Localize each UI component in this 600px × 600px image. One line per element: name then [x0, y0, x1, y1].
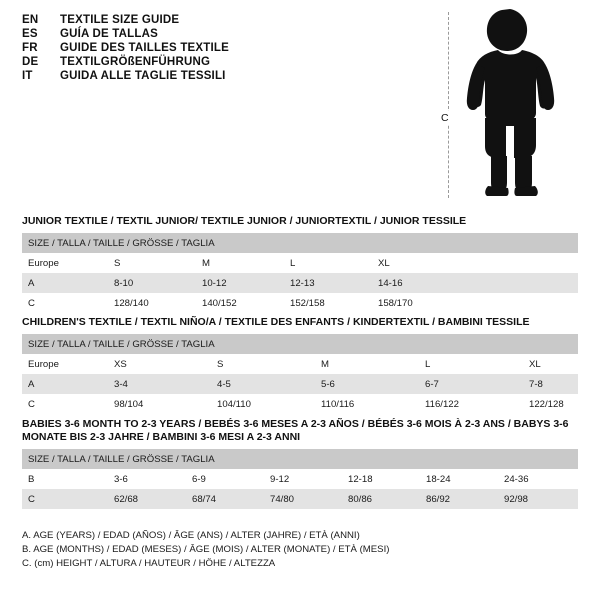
cell: XL	[372, 253, 460, 273]
height-measure-label: C	[441, 112, 449, 124]
cell: 24-36	[498, 469, 578, 489]
row-label: C	[22, 293, 108, 313]
cell: 12-13	[284, 273, 372, 293]
table-head-row	[22, 233, 578, 253]
cell: XL	[523, 354, 578, 374]
cell: M	[196, 253, 284, 273]
cell: 6-7	[419, 374, 523, 394]
table-head-row	[22, 334, 578, 354]
cell-empty	[460, 293, 578, 313]
language-code: ES	[22, 28, 38, 40]
language-code: DE	[22, 56, 39, 68]
legend-line-b: B. AGE (MONTHS) / EDAD (MESES) / ÂGE (MOIS) / ALTER (MONATE) / ETÀ (MESI)	[22, 544, 390, 555]
table-row	[22, 489, 578, 509]
row-label: C	[22, 489, 108, 509]
cell: 5-6	[315, 374, 419, 394]
legend	[22, 529, 578, 571]
section-children	[22, 316, 578, 414]
header-row	[22, 42, 442, 54]
cell: 68/74	[186, 489, 264, 509]
table-head-row	[22, 449, 578, 469]
cell: 12-18	[342, 469, 420, 489]
table-row	[22, 374, 578, 394]
cell: 3-6	[108, 469, 186, 489]
row-label: A	[22, 273, 108, 293]
language-title: TEXTILE SIZE GUIDE	[60, 14, 180, 26]
cell: S	[108, 253, 196, 273]
cell: 10-12	[196, 273, 284, 293]
cell: 116/122	[419, 394, 523, 414]
language-title: GUIDE DES TAILLES TEXTILE	[60, 42, 229, 54]
cell-empty	[460, 253, 578, 273]
cell: 98/104	[108, 394, 211, 414]
section-title: BABIES 3-6 MONTH TO 2-3 YEARS / BEBÉS 3-6 MESES A 2-3 AÑOS / BÉBÉS 3-6 MOIS À 2-3 ANS / BABYS 3-6 MONATE BIS 2-3 JAHRE / BAMBINI 3-6 MESI A 2-3 ANNI	[22, 418, 569, 443]
cell-empty	[460, 273, 578, 293]
language-code: FR	[22, 42, 38, 54]
table-row	[22, 293, 578, 313]
section-junior	[22, 215, 578, 313]
header-row	[22, 14, 442, 26]
language-code: EN	[22, 14, 39, 26]
row-label: C	[22, 394, 108, 414]
language-title: GUÍA DE TALLAS	[60, 28, 158, 40]
cell: XS	[108, 354, 211, 374]
cell: 8-10	[108, 273, 196, 293]
cell: 6-9	[186, 469, 264, 489]
table-row	[22, 253, 578, 273]
table-row	[22, 273, 578, 293]
height-measure-line	[448, 12, 449, 198]
table-head-label: SIZE / TALLA / TAILLE / GRÖSSE / TAGLIA	[22, 233, 578, 253]
section-title: JUNIOR TEXTILE / TEXTIL JUNIOR/ TEXTILE JUNIOR / JUNIORTEXTIL / JUNIOR TESSILE	[22, 215, 467, 227]
table-row	[22, 394, 578, 414]
cell: 122/128	[523, 394, 578, 414]
cell: 9-12	[264, 469, 342, 489]
babies-size-table	[22, 449, 578, 509]
table-row	[22, 469, 578, 489]
cell: 74/80	[264, 489, 342, 509]
cell: 80/86	[342, 489, 420, 509]
cell: 92/98	[498, 489, 578, 509]
cell: 7-8	[523, 374, 578, 394]
cell: 62/68	[108, 489, 186, 509]
header-row	[22, 28, 442, 40]
cell: 14-16	[372, 273, 460, 293]
cell: L	[419, 354, 523, 374]
cell: L	[284, 253, 372, 273]
table-row	[22, 354, 578, 374]
section-babies	[22, 418, 578, 509]
figure-area	[434, 6, 584, 206]
cell: 110/116	[315, 394, 419, 414]
cell: 3-4	[108, 374, 211, 394]
header-row	[22, 56, 442, 68]
cell: 128/140	[108, 293, 196, 313]
legend-line-c: C. (cm) HEIGHT / ALTURA / HAUTEUR / HÖHE / ALTEZZA	[22, 558, 276, 569]
legend-line-a: A. AGE (YEARS) / EDAD (AÑOS) / ÂGE (ANS) / ALTER (JAHRE) / ETÀ (ANNI)	[22, 530, 360, 541]
section-title: CHILDREN'S TEXTILE / TEXTIL NIÑO/A / TEXTILE DES ENFANTS / KINDERTEXTIL / BAMBINI TESSILE	[22, 316, 530, 328]
cell: 104/110	[211, 394, 315, 414]
table-head-label: SIZE / TALLA / TAILLE / GRÖSSE / TAGLIA	[22, 449, 578, 469]
cell: M	[315, 354, 419, 374]
header-row	[22, 70, 442, 82]
cell: 152/158	[284, 293, 372, 313]
cell: S	[211, 354, 315, 374]
cell: 86/92	[420, 489, 498, 509]
table-head-label: SIZE / TALLA / TAILLE / GRÖSSE / TAGLIA	[22, 334, 578, 354]
cell: 18-24	[420, 469, 498, 489]
header	[22, 14, 442, 84]
row-label: A	[22, 374, 108, 394]
cell: 4-5	[211, 374, 315, 394]
cell: 140/152	[196, 293, 284, 313]
cell: 158/170	[372, 293, 460, 313]
row-label: Europe	[22, 253, 108, 273]
language-title: TEXTILGRÖßENFÜHRUNG	[60, 56, 211, 68]
row-label: Europe	[22, 354, 108, 374]
row-label: B	[22, 469, 108, 489]
child-silhouette-icon	[458, 6, 578, 202]
language-title: GUIDA ALLE TAGLIE TESSILI	[60, 70, 226, 82]
junior-size-table	[22, 233, 578, 313]
children-size-table	[22, 334, 578, 414]
language-code: IT	[22, 70, 33, 82]
